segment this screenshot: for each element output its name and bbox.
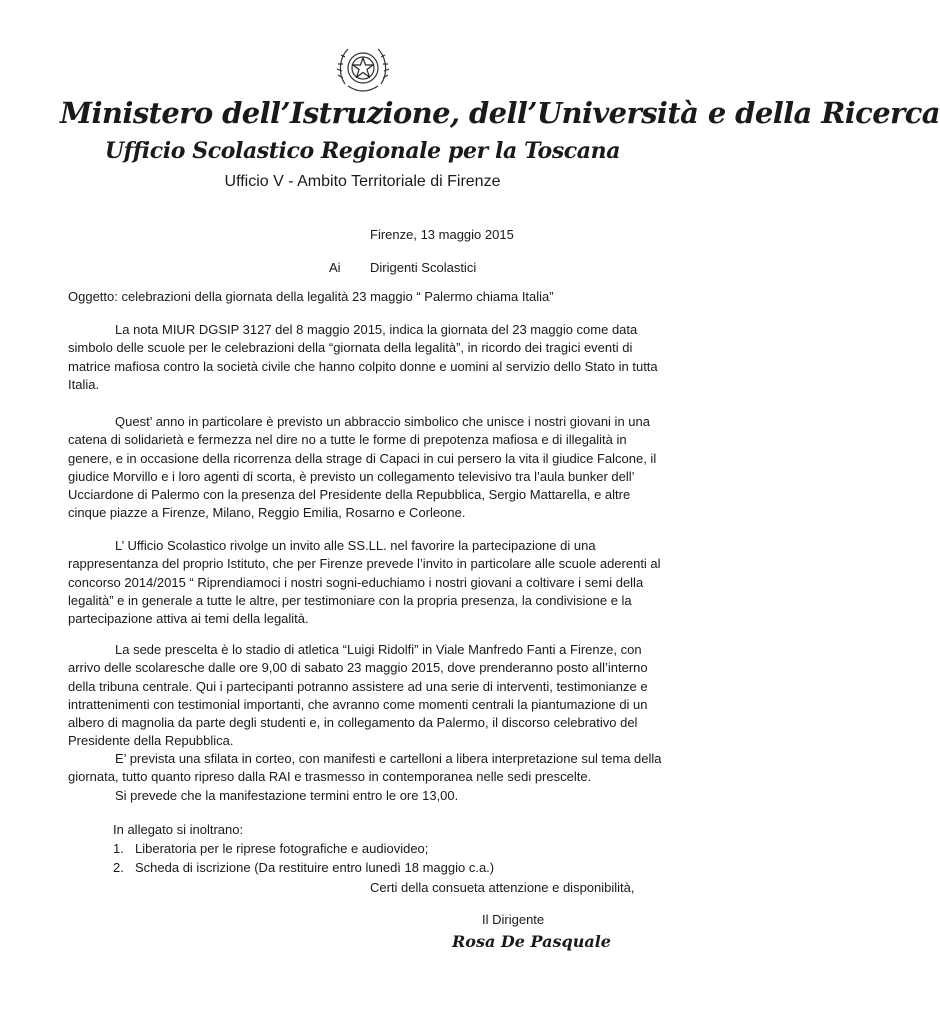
- attachment-text: Liberatoria per le riprese fotografiche e audiovideo;: [135, 841, 429, 856]
- ministry-heading: Ministero dell’Istruzione, dell’Università e della Ricerca: [60, 96, 940, 130]
- paragraph-1: La nota MIUR DGSIP 3127 del 8 maggio 2015, indica la giornata del 23 maggio come data simbolo delle scuole per le celebrazioni della “giornata della legalità”, in ricordo dei tragici eventi di matrice mafiosa contro la società civile che hanno colpito donne e uomini al servizio dello Stato in tutta Italia.: [68, 322, 658, 392]
- attachment-item-2: [113, 860, 494, 875]
- recipient: Dirigenti Scolastici: [370, 260, 477, 275]
- letter-date: Firenze, 13 maggio 2015: [370, 227, 514, 242]
- closing-remark: Certi della consueta attenzione e disponibilità,: [370, 880, 635, 895]
- letter-subject: Oggetto: celebrazioni della giornata della legalità 23 maggio “ Palermo chiama Italia”: [68, 289, 554, 304]
- regional-office-heading: Ufficio Scolastico Regionale per la Toscana: [104, 138, 621, 164]
- signer-title: Il Dirigente: [482, 912, 545, 927]
- paragraph-5: E’ prevista una sfilata in corteo, con manifesti e cartelloni a libera interpretazione sul tema della giornata, tutto quanto ripreso dalla RAI e trasmesso in contemporanea nelle sedi prescelte.: [68, 751, 662, 785]
- attachments-intro: In allegato si inoltrano:: [113, 822, 244, 837]
- attachment-text: Scheda di iscrizione (Da restituire entro lunedì 18 maggio c.a.): [135, 860, 495, 875]
- paragraph-2: Quest’ anno in particolare è previsto un abbraccio simbolico che unisce i nostri giovani in una catena di solidarietà e fermezza nel dire no a tutte le forme di prepotenza mafiosa e di illegalità in genere, e in occasione della ricorrenza della strage di Capaci in cui persero la vita il giudice Falcone, il giudice Morvillo e i loro agenti di scorta, è previsto un collegamento televisivo tra l’aula bunker dell’ Ucciardone di Palermo con la presenza del Presidente della Repubblica, Sergio Mattarella, e altre cinque piazze a Firenze, Milano, Reggio Emilia, Rosarno e Corleone.: [68, 414, 657, 521]
- paragraph-4: La sede prescelta è lo stadio di atletica “Luigi Ridolfi” in Viale Manfredo Fanti a Firenze, con arrivo delle scolaresche dalle ore 9,00 di sabato 23 maggio 2015, dove prenderanno posto all’interno della tribuna centrale. Qui i partecipanti potranno assistere ad una serie di interventi, testimonianze e intrattenimenti con testimonial importanti, che avranno come momenti centrali la piantumazione di un albero di magnolia da parte degli studenti e, in collegamento da Palermo, il discorso celebrativo del Presidente della Repubblica.: [68, 642, 648, 749]
- attachment-number: 1.: [113, 841, 124, 856]
- office-heading: Ufficio V - Ambito Territoriale di Firenze: [224, 173, 501, 190]
- paragraph-6: Si prevede che la manifestazione termini entro le ore 13,00.: [115, 788, 459, 803]
- attachment-item-1: [113, 841, 428, 856]
- recipient-label: Ai: [329, 260, 341, 275]
- attachment-number: 2.: [113, 860, 124, 875]
- signer-name: Rosa De Pasquale: [452, 932, 611, 951]
- paragraph-3: L’ Ufficio Scolastico rivolge un invito alle SS.LL. nel favorire la partecipazione di una rappresentanza del proprio Istituto, che per Firenze prevede l’invito in particolare alle scuole aderenti al concorso 2014/2015 “ Riprendiamoci i nostri sogni-educhiamo i nostri giovani a coltivare i semi della legalità” e in generale a tutte le altre, per testimoniare con la propria presenza, la condivisione e la partecipazione attiva ai temi della legalità.: [68, 538, 661, 627]
- italian-republic-emblem-icon: [336, 40, 390, 98]
